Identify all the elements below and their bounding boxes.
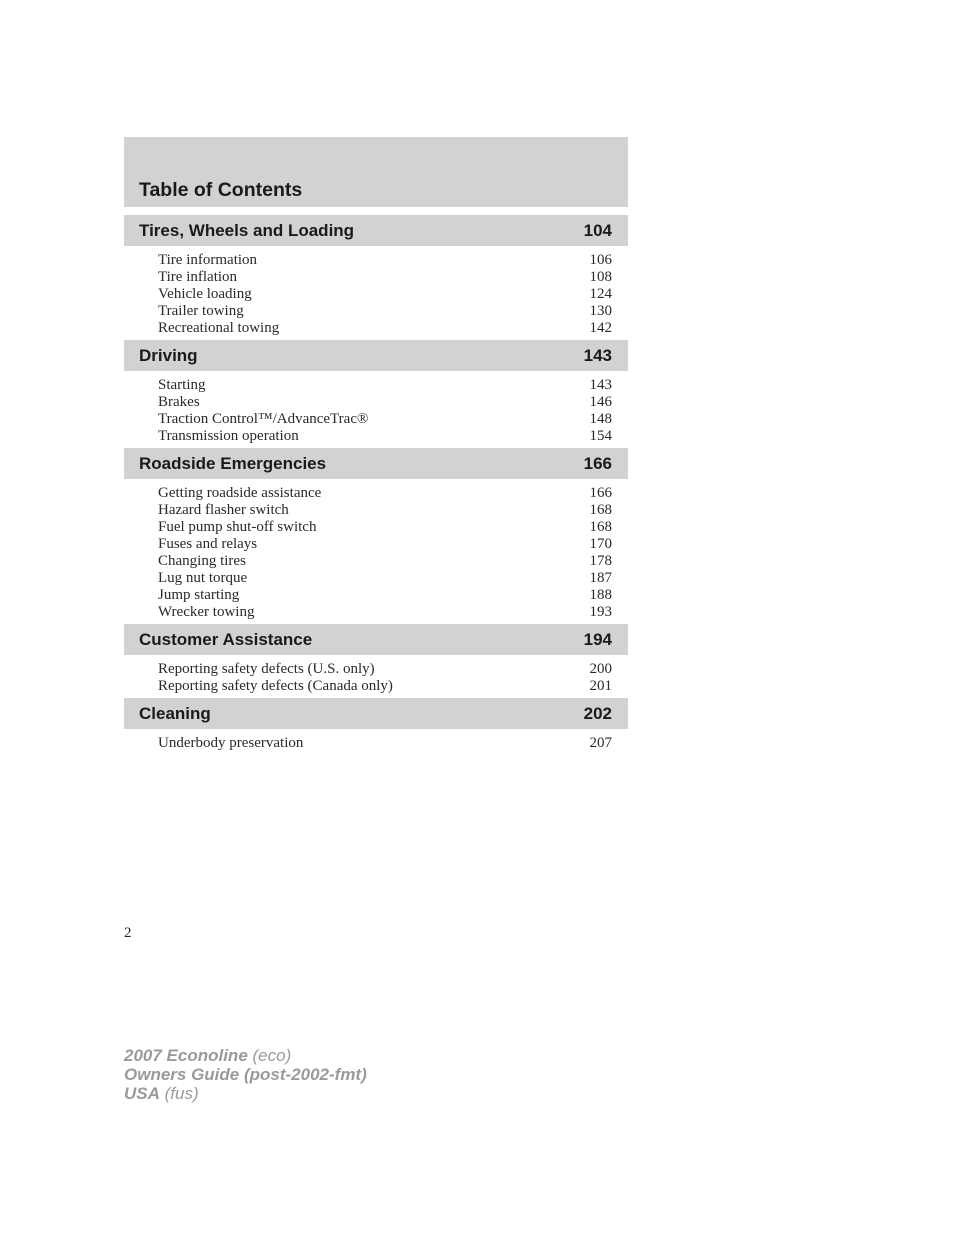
- page-number: 2: [124, 925, 132, 941]
- toc-entry: [158, 411, 612, 428]
- entry-page: 188: [589, 587, 612, 603]
- toc-entry: [158, 604, 612, 621]
- entry-page: 193: [589, 604, 612, 620]
- toc-sections: [124, 207, 628, 755]
- entry-label: Wrecker towing: [158, 604, 255, 620]
- table-of-contents: [124, 137, 628, 755]
- toc-entry: [158, 377, 612, 394]
- section-header: [124, 624, 628, 655]
- section-page: 143: [583, 345, 612, 365]
- entry-page: 168: [589, 519, 612, 535]
- toc-entry: [158, 320, 612, 337]
- entry-label: Jump starting: [158, 587, 240, 603]
- entry-label: Brakes: [158, 394, 200, 410]
- entry-page: 143: [589, 377, 612, 393]
- entry-page: 124: [589, 286, 612, 302]
- toc-entry: [158, 570, 612, 587]
- section-entries: [124, 729, 628, 755]
- entry-label: Transmission operation: [158, 428, 299, 444]
- section-title: Tires, Wheels and Loading: [139, 220, 355, 240]
- entry-page: 166: [589, 485, 612, 501]
- entry-page: 106: [589, 252, 612, 268]
- entry-label: Getting roadside assistance: [158, 485, 322, 501]
- toc-entry: [158, 502, 612, 519]
- toc-entry: [158, 735, 612, 752]
- section-entries: [124, 246, 628, 340]
- section-header: [124, 215, 628, 246]
- entry-page: 108: [589, 269, 612, 285]
- footer-line-2: [124, 1065, 367, 1084]
- toc-header: [124, 137, 628, 207]
- toc-entry: [158, 536, 612, 553]
- document-footer: [124, 1046, 367, 1103]
- entry-page: 154: [589, 428, 612, 444]
- entry-page: 187: [589, 570, 612, 586]
- entry-label: Trailer towing: [158, 303, 244, 319]
- toc-entry: [158, 678, 612, 695]
- section-header: [124, 340, 628, 371]
- entry-label: Reporting safety defects (Canada only): [158, 678, 393, 694]
- section-title: Cleaning: [139, 703, 211, 723]
- toc-entry: [158, 519, 612, 536]
- entry-label: Starting: [158, 377, 206, 393]
- toc-entry: [158, 428, 612, 445]
- entry-label: Hazard flasher switch: [158, 502, 289, 518]
- toc-entry: [158, 587, 612, 604]
- toc-entry: [158, 394, 612, 411]
- section-title: Roadside Emergencies: [139, 453, 327, 473]
- entry-page: 178: [589, 553, 612, 569]
- toc-entry: [158, 286, 612, 303]
- section-page: 194: [583, 629, 612, 649]
- toc-entry: [158, 303, 612, 320]
- toc-entry: [158, 269, 612, 286]
- entry-label: Tire information: [158, 252, 258, 268]
- section-header: [124, 698, 628, 729]
- section-title: Customer Assistance: [139, 629, 313, 649]
- entry-page: 130: [589, 303, 612, 319]
- footer-line-3: [124, 1084, 367, 1103]
- footer-market: USA: [124, 1084, 160, 1103]
- entry-page: 168: [589, 502, 612, 518]
- entry-label: Reporting safety defects (U.S. only): [158, 661, 375, 677]
- entry-page: 142: [589, 320, 612, 336]
- entry-page: 148: [589, 411, 612, 427]
- section-title: Driving: [139, 345, 198, 365]
- toc-entry: [158, 485, 612, 502]
- entry-label: Recreational towing: [158, 320, 280, 336]
- entry-label: Traction Control™/AdvanceTrac®: [158, 411, 369, 427]
- section-header: [124, 448, 628, 479]
- entry-page: 201: [589, 678, 612, 694]
- footer-guide: Owners Guide (post-2002-fmt): [124, 1065, 367, 1084]
- section-page: 166: [583, 453, 612, 473]
- toc-entry: [158, 661, 612, 678]
- entry-label: Fuel pump shut-off switch: [158, 519, 317, 535]
- entry-page: 170: [589, 536, 612, 552]
- footer-model: 2007 Econoline: [124, 1046, 248, 1065]
- section-entries: [124, 479, 628, 624]
- page-title: Table of Contents: [139, 179, 303, 201]
- toc-entry: [158, 252, 612, 269]
- entry-page: 200: [589, 661, 612, 677]
- footer-line-1: [124, 1046, 367, 1065]
- section-page: 104: [583, 220, 612, 240]
- entry-label: Changing tires: [158, 553, 246, 569]
- footer-model-code: (eco): [252, 1046, 292, 1065]
- entry-page: 207: [589, 735, 612, 751]
- entry-label: Fuses and relays: [158, 536, 258, 552]
- toc-entry: [158, 553, 612, 570]
- entry-label: Tire inflation: [158, 269, 238, 285]
- entry-label: Underbody preservation: [158, 735, 304, 751]
- entry-label: Vehicle loading: [158, 286, 252, 302]
- section-entries: [124, 371, 628, 448]
- entry-label: Lug nut torque: [158, 570, 248, 586]
- section-page: 202: [583, 703, 612, 723]
- entry-page: 146: [589, 394, 612, 410]
- footer-market-code: (fus): [164, 1084, 199, 1103]
- section-entries: [124, 655, 628, 698]
